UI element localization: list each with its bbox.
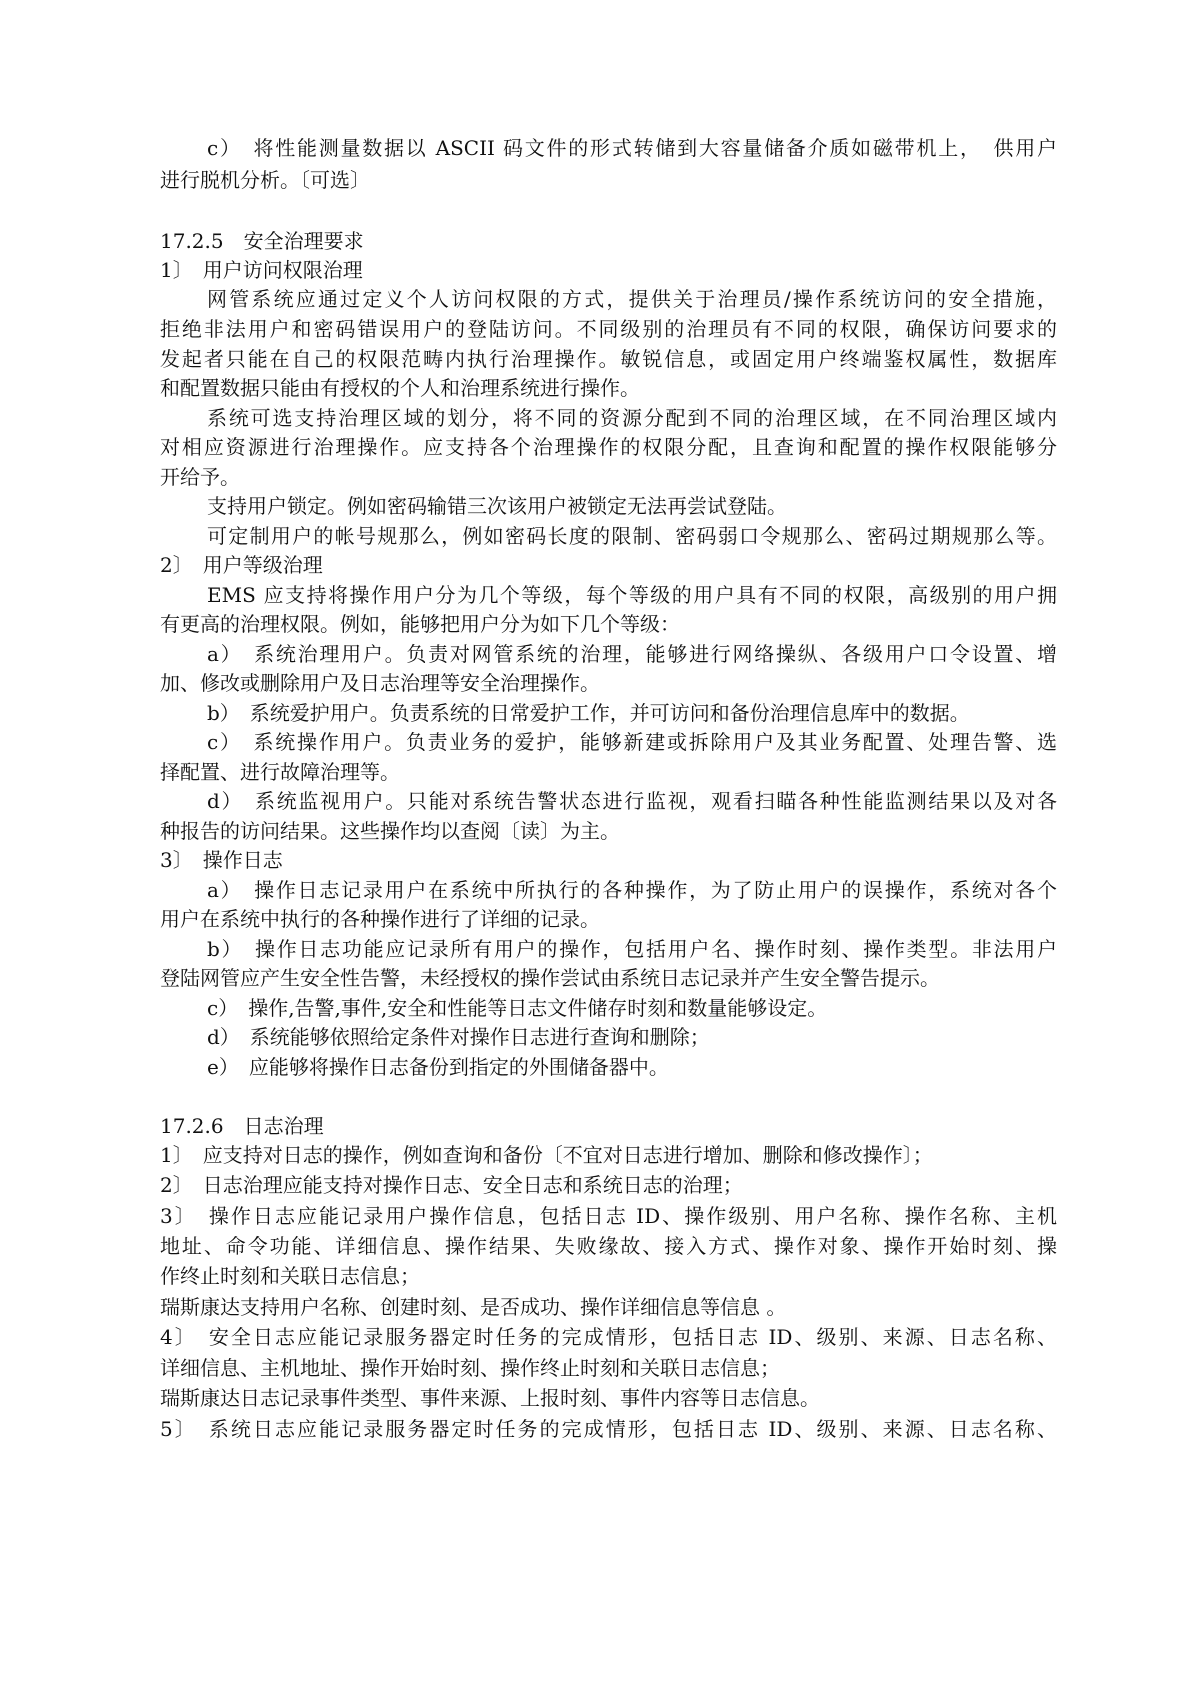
text-line: 对相应资源进行治理操作。应支持各个治理操作的权限分配，且查询和配置的操作权限能够分 <box>160 435 1057 459</box>
text-line: 4〕 安全日志应能记录服务器定时任务的完成情形，包括日志 ID、级别、来源、日志名称、 <box>160 1325 1057 1349</box>
text-line: 地址、命令功能、详细信息、操作结果、失败缘故、接入方式、操作对象、操作开始时刻、操 <box>160 1234 1057 1258</box>
text-line: 种报告的访问结果。这些操作均以查阅〔读〕为主。 <box>160 819 620 843</box>
text-line: 2〕 日志治理应能支持对操作日志、安全日志和系统日志的治理； <box>160 1173 743 1197</box>
text-line: 网管系统应通过定义个人访问权限的方式，提供关于治理员/操作系统访问的安全措施， <box>207 287 1057 311</box>
text-line: a） 系统治理用户。负责对网管系统的治理，能够进行网络操纵、各级用户口令设置、增 <box>207 642 1057 666</box>
text-line: d） 系统监视用户。只能对系统告警状态进行监视，观看扫瞄各种性能监测结果以及对各 <box>207 789 1057 813</box>
text-line: 5〕 系统日志应能记录服务器定时任务的完成情形，包括日志 ID、级别、来源、日志名称、 <box>160 1417 1057 1441</box>
text-line: 系统可选支持治理区域的划分，将不同的资源分配到不同的治理区域，在不同治理区域内 <box>207 406 1057 430</box>
text-line: 1〕 应支持对日志的操作，例如查询和备份〔不宜对日志进行增加、删除和修改操作〕； <box>160 1143 933 1167</box>
text-line: 和配置数据只能由有授权的个人和治理系统进行操作。 <box>160 376 640 400</box>
subsection-heading: 1〕 用户访问权限治理 <box>160 258 363 282</box>
text-line: 用户在系统中执行的各种操作进行了详细的记录。 <box>160 907 600 931</box>
text-line: 3〕 操作日志应能记录用户操作信息，包括日志 ID、操作级别、用户名称、操作名称、主机 <box>160 1204 1057 1228</box>
text-line: 拒绝非法用户和密码错误用户的登陆访问。不同级别的治理员有不同的权限，确保访问要求的 <box>160 317 1057 341</box>
text-line: 发起者只能在自己的权限范畴内执行治理操作。敏锐信息，或固定用户终端鉴权属性，数据库 <box>160 347 1057 371</box>
text-line: a） 操作日志记录用户在系统中所执行的各种操作，为了防止用户的误操作，系统对各个 <box>207 878 1057 902</box>
text-line: 登陆网管应产生安全性告警，未经授权的操作尝试由系统日志记录并产生安全警告提示。 <box>160 966 940 990</box>
section-heading: 17.2.6 日志治理 <box>160 1114 324 1138</box>
subsection-heading: 3〕 操作日志 <box>160 848 283 872</box>
text-line: 加、修改或删除用户及日志治理等安全治理操作。 <box>160 671 600 695</box>
text-line: 择配置、进行故障治理等。 <box>160 760 400 784</box>
text-line: 瑞斯康达日志记录事件类型、事件来源、上报时刻、事件内容等日志信息。 <box>160 1386 820 1410</box>
text-line: c） 系统操作用户。负责业务的爱护，能够新建或拆除用户及其业务配置、处理告警、选 <box>207 730 1057 754</box>
text-line: 有更高的治理权限。例如，能够把用户分为如下几个等级： <box>160 612 680 636</box>
text-line: b） 操作日志功能应记录所有用户的操作，包括用户名、操作时刻、操作类型。非法用户 <box>207 937 1057 961</box>
text-line: EMS 应支持将操作用户分为几个等级，每个等级的用户具有不同的权限，高级别的用户拥 <box>207 583 1057 607</box>
text-line: 开给予。 <box>160 465 240 489</box>
text-line: 支持用户锁定。例如密码输错三次该用户被锁定无法再尝试登陆。 <box>207 494 787 518</box>
text-line: 瑞斯康达支持用户名称、创建时刻、是否成功、操作详细信息等信息 。 <box>160 1295 787 1319</box>
text-line: 进行脱机分析。〔可选〕 <box>160 168 370 192</box>
text-line: d） 系统能够依照给定条件对操作日志进行查询和删除； <box>207 1025 710 1049</box>
section-heading: 17.2.5 安全治理要求 <box>160 229 364 253</box>
text-line: c） 操作,告警,事件,安全和性能等日志文件储存时刻和数量能够设定。 <box>207 996 828 1020</box>
text-line: e） 应能够将操作日志备份到指定的外围储备器中。 <box>207 1055 669 1079</box>
text-line: c） 将性能测量数据以 ASCII 码文件的形式转储到大容量储备介质如磁带机上， 供用户 <box>207 136 1057 160</box>
text-line: 可定制用户的帐号规那么，例如密码长度的限制、密码弱口令规那么、密码过期规那么等。 <box>207 524 1057 548</box>
subsection-heading: 2〕 用户等级治理 <box>160 553 323 577</box>
text-line: 作终止时刻和关联日志信息； <box>160 1264 420 1288</box>
text-line: 详细信息、主机地址、操作开始时刻、操作终止时刻和关联日志信息； <box>160 1356 780 1380</box>
text-line: b） 系统爱护用户。负责系统的日常爱护工作，并可访问和备份治理信息库中的数据。 <box>207 701 970 725</box>
